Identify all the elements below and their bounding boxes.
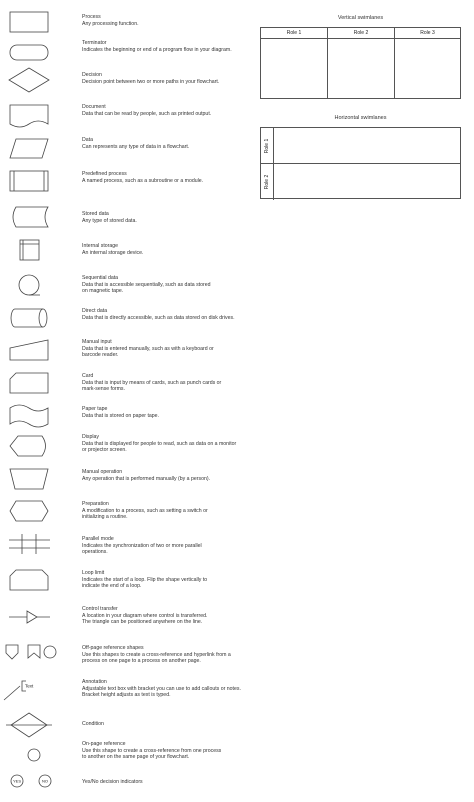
data-description	[82, 137, 252, 150]
off-page-reference-shapes	[6, 645, 56, 659]
yes-no-title: Yes/No decision indicators	[82, 779, 143, 785]
manual-operation-description	[82, 469, 252, 482]
internal-storage-text: An internal storage device.	[82, 249, 144, 256]
display-description	[82, 434, 252, 454]
decision-title: Decision	[82, 72, 102, 78]
data-shape	[10, 139, 48, 158]
vertical-lane-3-header: Role 3	[395, 28, 460, 39]
document-shape	[10, 105, 48, 127]
stored-data-shape	[13, 207, 48, 227]
terminator-shape	[10, 45, 48, 60]
no-label: NO	[42, 778, 48, 784]
card-description	[82, 373, 252, 393]
predefined-process-title: Predefined process	[82, 171, 127, 177]
process-title: Process	[82, 14, 101, 20]
manual-operation-title: Manual operation	[82, 469, 123, 475]
internal-storage-shape	[20, 240, 39, 260]
process-description	[82, 14, 252, 27]
vertical-swimlanes-title: Vertical swimlanes	[337, 15, 384, 21]
data-title: Data	[82, 137, 93, 143]
card-text: Data that is input by means of cards, such as punch cards or mark-sense forms.	[82, 379, 222, 393]
display-shape	[10, 436, 46, 456]
manual-input-text: Data that is entered manually, such as with a keyboard or barcode reader.	[82, 345, 214, 359]
manual-input-description	[82, 339, 252, 359]
decision-shape	[9, 68, 49, 92]
on-page-reference-shape	[28, 749, 40, 761]
card-title: Card	[82, 373, 94, 379]
process-text: Any processing function.	[82, 20, 139, 27]
vertical-swimlanes	[260, 27, 461, 99]
yes-label: YES	[12, 778, 22, 784]
preparation-description	[82, 501, 252, 521]
preparation-shape	[10, 501, 48, 521]
condition-shape	[6, 713, 52, 737]
horizontal-lane-1-header: Role 1	[264, 138, 270, 153]
stored-data-title: Stored data	[82, 211, 109, 217]
vertical-lane-2-header: Role 2	[328, 28, 394, 39]
decision-text: Decision point between two or more paths in your flowchart.	[82, 78, 220, 85]
predefined-process-text: A named process, such as a subroutine or a module.	[82, 177, 204, 184]
control-transfer-title: Control transfer	[82, 606, 118, 612]
parallel-mode-description	[82, 536, 252, 556]
direct-data-title: Direct data	[82, 308, 108, 314]
condition-title: Condition	[82, 721, 104, 727]
sequential-data-text: Data that is accessible sequentially, such as data stored on magnetic tape.	[82, 281, 211, 295]
manual-operation-shape	[10, 469, 48, 489]
direct-data-text: Data that is directly accessible, such as data stored on disk drives.	[82, 314, 235, 321]
stored-data-description	[82, 211, 252, 224]
control-transfer-text: A location in your diagram where control is transferred. The triangle can be positioned anywhere on the line.	[82, 612, 208, 626]
paper-tape-description	[82, 406, 252, 419]
display-title: Display	[82, 434, 100, 440]
annotation-title: Annotation	[82, 679, 107, 685]
off-page-reference-text: Use this shapes to create a cross-reference and hyperlink from a process on one page to a process on another page.	[82, 651, 231, 665]
internal-storage-title: Internal storage	[82, 243, 119, 249]
annotation-shape	[4, 681, 26, 700]
direct-data-shape	[11, 309, 47, 327]
vertical-lane-1-header: Role 1	[261, 28, 327, 39]
document-title: Document	[82, 104, 106, 110]
on-page-reference-description	[82, 741, 252, 761]
horizontal-lane-2-header: Role 2	[264, 174, 270, 190]
vertical-lane-1	[261, 28, 328, 98]
internal-storage-description	[82, 243, 252, 256]
parallel-mode-shape	[9, 534, 50, 554]
paper-tape-title: Paper tape	[82, 406, 108, 412]
manual-operation-text: Any operation that is performed manually (by a person).	[82, 475, 211, 482]
loop-limit-text: Indicates the start of a loop. Flip the shape vertically to indicate the end of a loop.	[82, 576, 208, 590]
predefined-process-description	[82, 171, 252, 184]
sequential-data-shape	[19, 275, 40, 295]
process-shape	[10, 12, 48, 32]
data-text: Can represents any type of data in a flowchart.	[82, 143, 190, 150]
loop-limit-title: Loop limit	[82, 570, 105, 576]
control-transfer-shape	[9, 611, 50, 623]
manual-input-shape	[10, 340, 48, 360]
off-page-reference-description	[82, 645, 252, 665]
terminator-text: Indicates the beginning or end of a program flow in your diagram.	[82, 46, 232, 53]
sequential-data-title: Sequential data	[82, 275, 119, 281]
control-transfer-description	[82, 606, 252, 626]
decision-description	[82, 72, 252, 85]
sequential-data-description	[82, 275, 252, 295]
manual-input-title: Manual input	[82, 339, 112, 345]
off-page-reference-title: Off-page reference shapes	[82, 645, 144, 651]
paper-tape-shape	[10, 405, 48, 427]
annotation-description	[82, 679, 252, 699]
direct-data-description	[82, 308, 252, 321]
document-description	[82, 104, 252, 117]
on-page-reference-title: On-page reference	[82, 741, 126, 747]
horizontal-swimlanes-title: Horizontal swimlanes	[334, 115, 387, 121]
on-page-reference-text: Use this shape to create a cross-reference from one process to another on the same page of your flowchart.	[82, 747, 222, 761]
preparation-text: A modification to a process, such as setting a switch or initializing a routine.	[82, 507, 208, 521]
preparation-title: Preparation	[82, 501, 109, 507]
document-text: Data that can be read by people, such as printed output.	[82, 110, 212, 117]
condition-description	[82, 721, 252, 728]
yes-no-description	[82, 779, 252, 786]
predefined-process-shape	[10, 171, 48, 191]
card-shape	[10, 373, 48, 393]
paper-tape-text: Data that is stored on paper tape.	[82, 412, 159, 419]
parallel-mode-text: Indicates the synchronization of two or more parallel operations.	[82, 542, 202, 556]
loop-limit-shape	[10, 570, 48, 590]
horizontal-lane-2	[261, 164, 460, 200]
horizontal-lane-1	[261, 128, 460, 164]
horizontal-swimlanes	[260, 127, 461, 199]
vertical-lane-3	[395, 28, 460, 98]
annotation-text: Text	[25, 683, 34, 689]
annotation-text-desc: Adjustable text box with bracket you can use to add callouts or notes. Bracket height adjusts as text is typed.	[82, 685, 241, 699]
parallel-mode-title: Parallel mode	[82, 536, 114, 542]
loop-limit-description	[82, 570, 252, 590]
terminator-description	[82, 40, 252, 53]
display-text: Data that is displayed for people to read, such as data on a monitor or projector screen.	[82, 440, 237, 454]
vertical-lane-2	[328, 28, 395, 98]
terminator-title: Terminator	[82, 40, 107, 46]
stored-data-text: Any type of stored data.	[82, 217, 137, 224]
